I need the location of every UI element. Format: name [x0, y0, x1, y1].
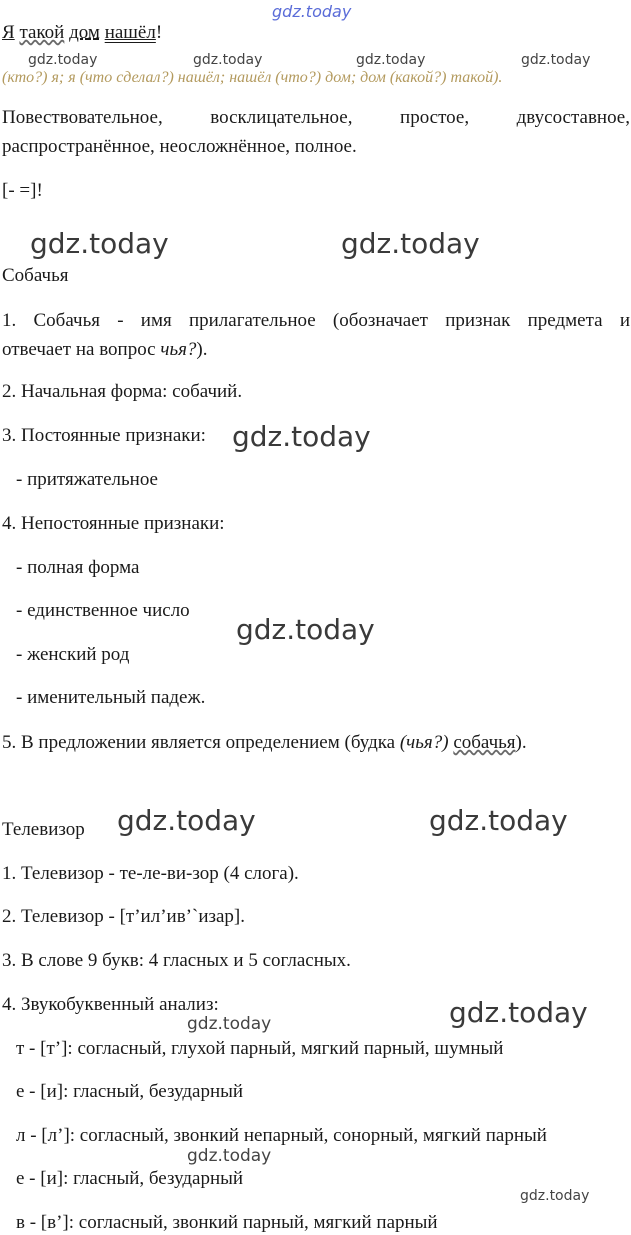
- letter-analysis-row: л - [л’]: согласный, звонкий непарный, сонорный, мягкий парный: [16, 1125, 547, 1146]
- adjective-heading: Собачья: [2, 265, 69, 286]
- sentence-word-attribute: такой: [19, 22, 65, 43]
- adjective-variable-feature: - именительный падеж.: [16, 687, 206, 708]
- adjective-point-5-question: (чья?): [399, 732, 449, 753]
- letter-analysis-row: в - [в’]: согласный, звонкий парный, мягкий парный: [16, 1212, 438, 1233]
- watermark-large: gdz.today: [232, 420, 371, 453]
- sentence-predicate: нашёл: [104, 22, 156, 43]
- sentence-subject: Я: [2, 22, 15, 43]
- noun-heading: Телевизор: [2, 819, 85, 840]
- watermark-large: gdz.today: [236, 613, 375, 646]
- watermark-small: gdz.today: [356, 52, 426, 68]
- adjective-point-5-word: собачья: [453, 732, 516, 753]
- adjective-point-1-text: отвечает на вопрос: [2, 339, 161, 360]
- watermark-small: gdz.today: [520, 1188, 590, 1204]
- letter-analysis-row: е - [и]: гласный, безударный: [16, 1168, 244, 1189]
- sentence-characteristics-line2: распространённое, неосложнённое, полное.: [2, 136, 357, 157]
- adjective-point-5-text: 5. В предложении является определением (будка: [2, 732, 400, 753]
- watermark-small: gdz.today: [187, 1146, 272, 1166]
- adjective-point-1-line1: 1. Собачья - имя прилагательное (обозначает признак предмета и: [2, 310, 630, 331]
- sentence: [2, 22, 162, 44]
- noun-point-4: 4. Звукобуквенный анализ:: [2, 994, 219, 1015]
- sentence-scheme: [- =]!: [2, 180, 43, 201]
- sentence-word-object: дом: [69, 22, 100, 43]
- watermark-large: gdz.today: [449, 996, 588, 1029]
- watermark-small: gdz.today: [193, 52, 263, 68]
- watermark-large: gdz.today: [117, 804, 256, 837]
- watermark-large: gdz.today: [429, 804, 568, 837]
- watermark-small: gdz.today: [521, 52, 591, 68]
- question-gloss: (кто?) я; я (что сделал?) нашёл; нашёл (что?) дом; дом (какой?) такой).: [2, 69, 503, 86]
- letter-analysis-row: е - [и]: гласный, безударный: [16, 1081, 244, 1102]
- noun-point-2: 2. Телевизор - [т’ил’ив’`изар].: [2, 906, 246, 927]
- noun-point-3: 3. В слове 9 букв: 4 гласных и 5 согласных.: [2, 950, 351, 971]
- adjective-point-1-line2: [2, 339, 208, 361]
- noun-point-1: 1. Телевизор - те-ле-ви-зор (4 слога).: [2, 863, 299, 884]
- watermark-large: gdz.today: [30, 227, 169, 260]
- sentence-characteristics-line1: Повествовательное, восклицательное, простое, двусоставное,: [2, 107, 630, 128]
- adjective-point-5: [2, 732, 527, 754]
- adjective-point-4: 4. Непостоянные признаки:: [2, 513, 225, 534]
- adjective-point-2: 2. Начальная форма: собачий.: [2, 381, 243, 402]
- watermark-small: gdz.today: [187, 1014, 272, 1034]
- watermark-small: gdz.today: [28, 52, 98, 68]
- letter-analysis-row: т - [т’]: согласный, глухой парный, мягкий парный, шумный: [16, 1038, 504, 1059]
- adjective-point-5-end: ).: [515, 732, 527, 753]
- sentence-end-mark: !: [155, 22, 163, 43]
- watermark-top: gdz.today: [272, 2, 352, 21]
- adjective-variable-feature: - полная форма: [16, 557, 140, 578]
- adjective-question: чья?: [160, 339, 197, 360]
- adjective-point-1-end: ).: [196, 339, 208, 360]
- watermark-large: gdz.today: [341, 227, 480, 260]
- adjective-variable-feature: - единственное число: [16, 600, 190, 621]
- adjective-point-3: 3. Постоянные признаки:: [2, 425, 206, 446]
- adjective-variable-feature: - женский род: [16, 644, 130, 665]
- adjective-constant-feature: - притяжательное: [16, 469, 158, 490]
